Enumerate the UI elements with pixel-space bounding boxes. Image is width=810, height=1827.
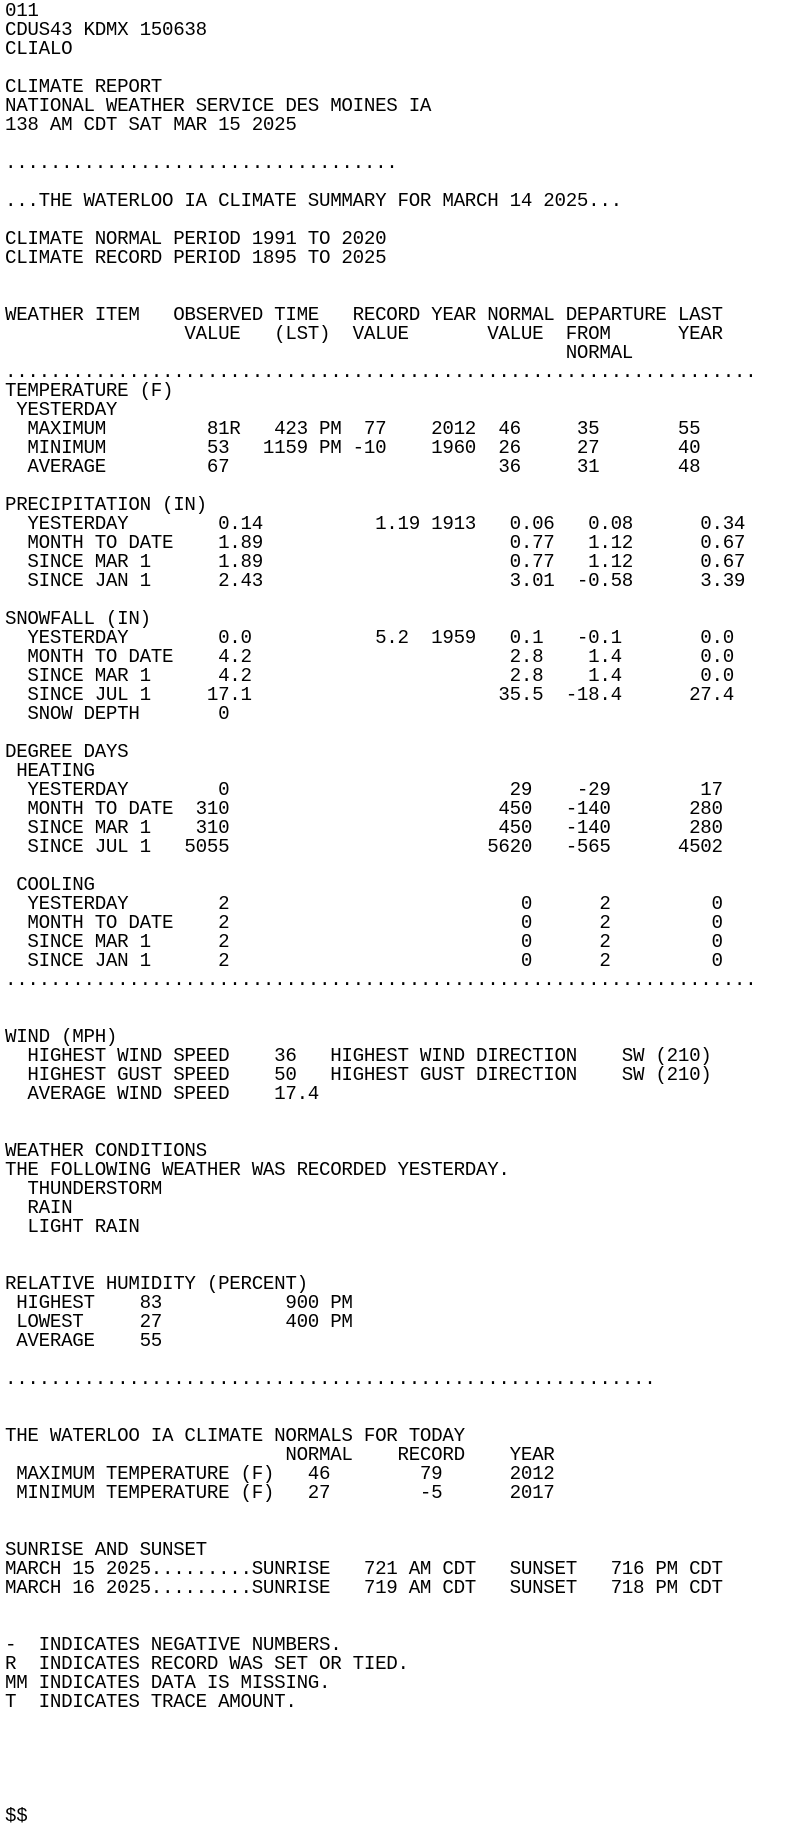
report-line: HIGHEST 83 900 PM xyxy=(5,1292,353,1314)
report-line: NORMAL RECORD YEAR xyxy=(5,1444,555,1466)
report-line: SUNRISE AND SUNSET xyxy=(5,1539,207,1561)
report-line: .......................................................... xyxy=(5,1368,656,1390)
report-line: RELATIVE HUMIDITY (PERCENT) xyxy=(5,1273,308,1295)
report-line: SINCE MAR 1 4.2 2.8 1.4 0.0 xyxy=(5,665,734,687)
report-line xyxy=(5,268,756,287)
report-line xyxy=(5,990,756,1009)
report-line xyxy=(5,1009,756,1028)
report-line: ...THE WATERLOO IA CLIMATE SUMMARY FOR MARCH 14 2025... xyxy=(5,190,622,212)
report-line: MAXIMUM TEMPERATURE (F) 46 79 2012 xyxy=(5,1463,555,1485)
report-line: WEATHER CONDITIONS xyxy=(5,1140,207,1162)
report-line: LIGHT RAIN xyxy=(5,1216,140,1238)
report-line: CLIALO xyxy=(5,38,73,60)
report-line: YESTERDAY 0.0 5.2 1959 0.1 -0.1 0.0 xyxy=(5,627,734,649)
report-line: AVERAGE 55 xyxy=(5,1330,163,1352)
report-line: YESTERDAY 0.14 1.19 1913 0.06 0.08 0.34 xyxy=(5,513,746,535)
climate-report-text xyxy=(5,2,756,1826)
report-line: CDUS43 KDMX 150638 xyxy=(5,19,207,41)
report-line: LOWEST 27 400 PM xyxy=(5,1311,353,1333)
report-line: - INDICATES NEGATIVE NUMBERS. xyxy=(5,1634,342,1656)
report-line: 138 AM CDT SAT MAR 15 2025 xyxy=(5,114,297,136)
report-line: ................................... xyxy=(5,152,398,174)
report-line xyxy=(5,1788,756,1807)
report-line: TEMPERATURE (F) xyxy=(5,380,174,402)
report-line: AVERAGE WIND SPEED 17.4 xyxy=(5,1083,320,1105)
report-line: NATIONAL WEATHER SERVICE DES MOINES IA xyxy=(5,95,432,117)
report-line: YESTERDAY 0 29 -29 17 xyxy=(5,779,723,801)
report-line: MONTH TO DATE 1.89 0.77 1.12 0.67 xyxy=(5,532,746,554)
report-line xyxy=(5,1769,756,1788)
report-line: SINCE JAN 1 2.43 3.01 -0.58 3.39 xyxy=(5,570,746,592)
report-line: AVERAGE 67 36 31 48 xyxy=(5,456,701,478)
report-line: ................................................................... xyxy=(5,361,757,383)
report-line xyxy=(5,1389,756,1408)
report-line xyxy=(5,1104,756,1123)
report-line xyxy=(5,857,756,876)
report-line: NORMAL xyxy=(5,342,634,364)
report-line: SNOWFALL (IN) xyxy=(5,608,151,630)
report-line: HEATING xyxy=(5,760,95,782)
report-line xyxy=(5,1731,756,1750)
report-line: THE WATERLOO IA CLIMATE NORMALS FOR TODAY xyxy=(5,1425,465,1447)
report-line: MARCH 16 2025.........SUNRISE 719 AM CDT SUNSET 718 PM CDT xyxy=(5,1577,723,1599)
report-line: CLIMATE REPORT xyxy=(5,76,163,98)
report-line: MONTH TO DATE 4.2 2.8 1.4 0.0 xyxy=(5,646,734,668)
report-line: DEGREE DAYS xyxy=(5,741,129,763)
report-line: VALUE (LST) VALUE VALUE FROM YEAR xyxy=(5,323,723,345)
report-line: MM INDICATES DATA IS MISSING. xyxy=(5,1672,331,1694)
report-line xyxy=(5,1237,756,1256)
report-line: CLIMATE RECORD PERIOD 1895 TO 2025 xyxy=(5,247,387,269)
report-line: T INDICATES TRACE AMOUNT. xyxy=(5,1691,297,1713)
report-line: COOLING xyxy=(5,874,95,896)
report-line xyxy=(5,1503,756,1522)
report-line: HIGHEST GUST SPEED 50 HIGHEST GUST DIRECTION SW (210) xyxy=(5,1064,712,1086)
report-line: MONTH TO DATE 2 0 2 0 xyxy=(5,912,723,934)
report-line: WIND (MPH) xyxy=(5,1026,118,1048)
report-line: SNOW DEPTH 0 xyxy=(5,703,230,725)
report-line: SINCE JUL 1 5055 5620 -565 4502 xyxy=(5,836,723,858)
report-line: YESTERDAY 2 0 2 0 xyxy=(5,893,723,915)
report-line: SINCE MAR 1 1.89 0.77 1.12 0.67 xyxy=(5,551,746,573)
report-line: SINCE MAR 1 310 450 -140 280 xyxy=(5,817,723,839)
report-line: SINCE JAN 1 2 0 2 0 xyxy=(5,950,723,972)
report-line: MINIMUM TEMPERATURE (F) 27 -5 2017 xyxy=(5,1482,555,1504)
report-line: R INDICATES RECORD WAS SET OR TIED. xyxy=(5,1653,409,1675)
report-line: WEATHER ITEM OBSERVED TIME RECORD YEAR NORMAL DEPARTURE LAST xyxy=(5,304,723,326)
report-line: $$ xyxy=(5,1805,28,1827)
report-line: ................................................................... xyxy=(5,969,757,991)
report-line: 011 xyxy=(5,0,39,22)
report-line: RAIN xyxy=(5,1197,73,1219)
report-line: HIGHEST WIND SPEED 36 HIGHEST WIND DIRECTION SW (210) xyxy=(5,1045,712,1067)
report-line: THE FOLLOWING WEATHER WAS RECORDED YESTERDAY. xyxy=(5,1159,510,1181)
report-line: PRECIPITATION (IN) xyxy=(5,494,207,516)
report-line xyxy=(5,1750,756,1769)
report-line: CLIMATE NORMAL PERIOD 1991 TO 2020 xyxy=(5,228,387,250)
report-line: SINCE JUL 1 17.1 35.5 -18.4 27.4 xyxy=(5,684,734,706)
report-line xyxy=(5,1712,756,1731)
report-line: MINIMUM 53 1159 PM -10 1960 26 27 40 xyxy=(5,437,701,459)
report-line: MAXIMUM 81R 423 PM 77 2012 46 35 55 xyxy=(5,418,701,440)
report-line: MONTH TO DATE 310 450 -140 280 xyxy=(5,798,723,820)
report-line xyxy=(5,1598,756,1617)
report-line: SINCE MAR 1 2 0 2 0 xyxy=(5,931,723,953)
report-line: MARCH 15 2025.........SUNRISE 721 AM CDT SUNSET 716 PM CDT xyxy=(5,1558,723,1580)
report-line: THUNDERSTORM xyxy=(5,1178,163,1200)
report-line: YESTERDAY xyxy=(5,399,118,421)
